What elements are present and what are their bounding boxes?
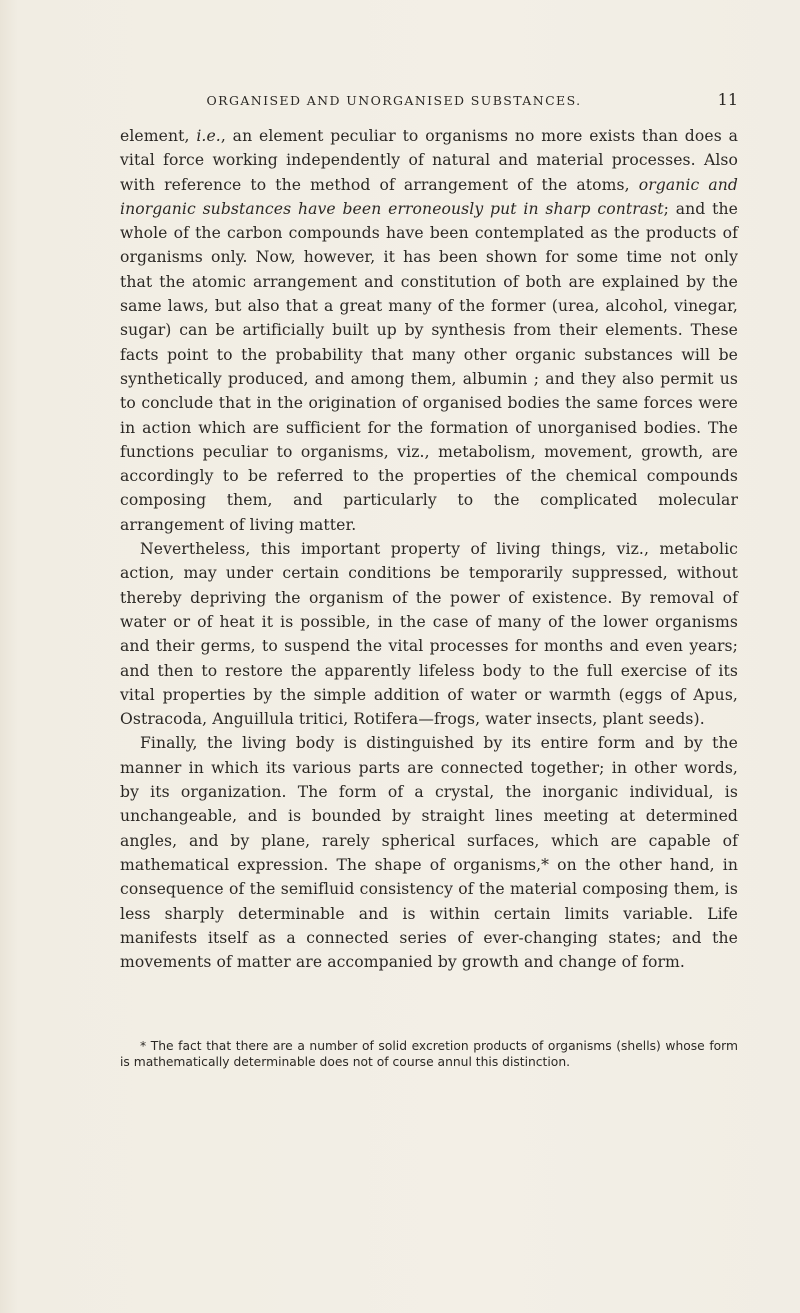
paragraph-1: [120, 124, 738, 537]
paragraph-1-italic-phrase: organic and inorganic substances have been erroneously put in sharp contrast: [120, 175, 738, 218]
page-number: 11: [717, 90, 738, 109]
paragraph-1-text-a: element,: [120, 127, 197, 145]
paragraph-3: Finally, the living body is distinguished by its entire form and by the manner in which its various parts are connected together; in other words, by its organization. The form of a crystal, the inorganic individual, is unchangeable, and is bounded by straight lines meeting at determined angles, and by plane, rarely spherical surfaces, which are capable of mathematical expression. The shape of organisms,* on the other hand, in consequence of the semifluid consistency of the material composing them, is less sharply determinable and is within certain limits variable. Life manifests itself as a connected series of ever-changing states; and the movements of matter are accompanied by growth and change of form.: [120, 734, 738, 972]
footnote-text: * The fact that there are a number of solid excretion products of organisms (shells) whose form is mathematically determinable does not of course annul this distinction.: [120, 1039, 738, 1069]
paragraph-2: Nevertheless, this important property of living things, viz., metabolic action, may under certain conditions be temporarily suppressed, without thereby depriving the organism of the power of existence. By removal of water or of heat it is possible, in the case of many of the lower organisms and their germs, to suspend the vital processes for months and even years; and then to restore the apparently lifeless body to the full exercise of its vital properties by the simple addition of water or warmth (eggs of Apus, Ostracoda, Anguillula tritici, Rotifera—frogs, water insects, plant seeds).: [120, 540, 738, 729]
running-title: ORGANISED AND UNORGANISED SUBSTANCES.: [206, 93, 582, 108]
body-text: [120, 124, 738, 974]
paragraph-1-text-c: , an element peculiar to organisms no more exists than does a vital force working independently of natural and material processes. Also with reference to the method of arrangement of the atoms,: [120, 127, 738, 194]
footnote: [120, 1039, 738, 1070]
running-head: [120, 90, 738, 114]
paragraph-1-ie-italic: i.e.: [196, 127, 221, 145]
paragraph-1-text-e: ; and the whole of the carbon compounds have been contemplated as the products of organisms only. Now, however, it has been shown for some time not only that the atomic arrangement and constitution of both are explained by the same laws, but also that a great many of the former (urea, alcohol, vinegar, sugar) can be artificially built up by synthesis from their elements. These facts point to the probability that many other organic substances will be synthetically produced, and among them, albumin ; and they also permit us to conclude that in the origination of organised bodies the same forces were in action which are sufficient for the formation of unorganised bodies. The functions peculiar to organisms, viz., metabolism, movement, growth, are accordingly to be referred to the properties of the chemical compounds composing them, and particularly to the complicated molecular arrangement of living matter.: [120, 199, 738, 534]
